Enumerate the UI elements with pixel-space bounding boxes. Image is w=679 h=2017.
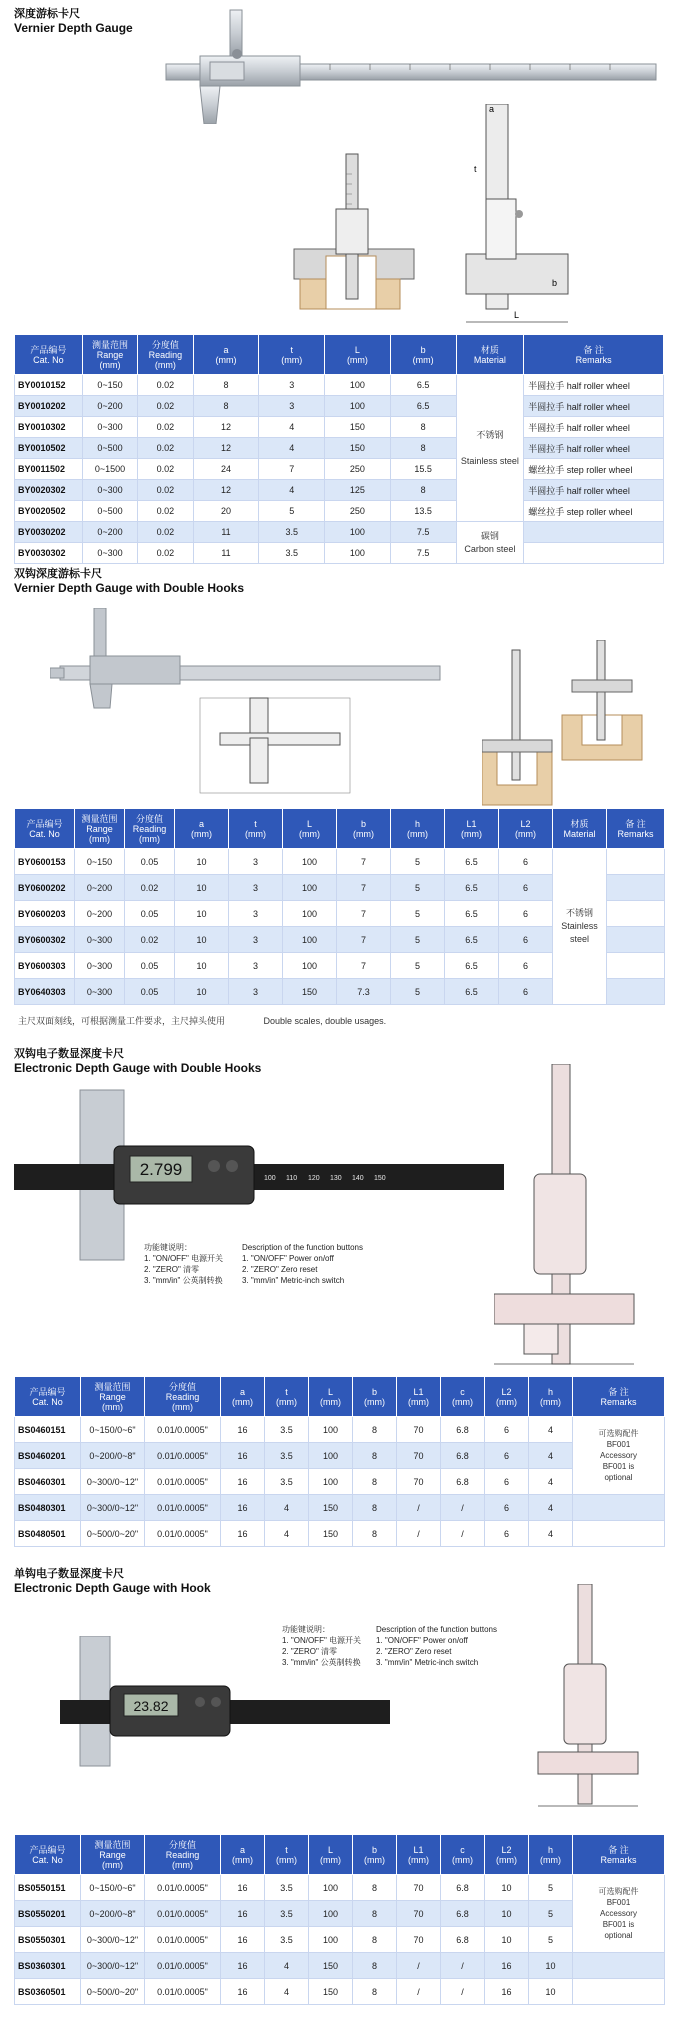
- svg-text:140: 140: [352, 1175, 364, 1182]
- table-row: BS0480301 0~300/0~12" 0.01/0.0005" 16 4 150 8 / / 6 4: [15, 1495, 665, 1521]
- table-row: BY0011502 0~1500 0.02 24 7 250 15.5 螺丝拉手 step roller wheel: [15, 459, 664, 480]
- section2-title-cn: 双钩深度游标卡尺: [14, 567, 102, 580]
- table1-header-remarks: 备 注 Remarks: [524, 335, 664, 375]
- table3-remark: 可选购配件 BF001 Accessory BF001 is optional: [573, 1417, 665, 1495]
- table-row: BS0460301 0~300/0~12" 0.01/0.0005" 16 3.5 100 8 70 6.8 6 4: [15, 1469, 665, 1495]
- svg-text:150: 150: [374, 1175, 386, 1182]
- table1-header-b: b (mm): [390, 335, 456, 375]
- note-cn: 主尺双面刻线，可根据测量工件要求，主尺掉头使用: [18, 1016, 226, 1026]
- double-usage-note: [18, 1014, 422, 1027]
- table1-header-material: 材质 Material: [456, 335, 524, 375]
- electronic-single-hook-drawing: [534, 1584, 644, 1814]
- function-buttons-cn: 功能键说明： 1. "ON/OFF" 电源开关 2. "ZERO" 清零 3. "mm/in" 公英制转换: [144, 1243, 224, 1285]
- table1-header-a: a (mm): [193, 335, 259, 375]
- table2-material: 不锈钢 Stainless steel: [553, 849, 607, 1005]
- table-row: BS0550151 0~150/0~6" 0.01/0.0005" 16 3.5 100 8 70 6.8 10 5 可选购配件 BF001 Accessory BF001 is optional: [15, 1875, 665, 1901]
- table1-material-carbon: 碳钢 Carbon steel: [456, 522, 524, 564]
- electronic-single-hook-table: [14, 1834, 665, 2005]
- table-row: BY0020302 0~300 0.02 12 4 125 8 半圆拉手 half roller wheel: [15, 480, 664, 501]
- table4-remark: 可选购配件 BF001 Accessory BF001 is optional: [573, 1875, 665, 1953]
- table1-header-reading: 分度值 Reading (mm): [138, 335, 193, 375]
- table-row: BY0030202 0~200 0.02 11 3.5 100 7.5 碳钢 Carbon steel: [15, 522, 664, 543]
- table3-header-row: 产品编号 Cat. No 测量范围 Range (mm) 分度值 Reading (mm) a (mm) t (mm) L (mm) b (mm) L1 (mm) c (mm) L2 (mm) h (mm) 备 注 Remarks: [15, 1377, 665, 1417]
- section4-title: [14, 1566, 211, 1596]
- svg-text:110: 110: [286, 1175, 298, 1182]
- section4-title-en: Electronic Depth Gauge with Hook: [14, 1581, 211, 1595]
- table1-header-row: [15, 335, 664, 375]
- table-row: BY0010202 0~200 0.02 8 3 100 6.5 半圆拉手 half roller wheel: [15, 396, 664, 417]
- table-row: BY0600303 0~300 0.05 10 3 100 7 5 6.5 6: [15, 953, 665, 979]
- drawing-label-a: a: [489, 104, 495, 114]
- section2-title: [14, 566, 244, 596]
- table-row: BS0360301 0~300/0~12" 0.01/0.0005" 16 4 150 8 / / 16 10: [15, 1953, 665, 1979]
- section3-title-cn: 双钩电子数显深度卡尺: [14, 1047, 124, 1060]
- drawing-label-b: b: [552, 278, 558, 288]
- double-hook-gauge-drawing-right: [482, 640, 662, 810]
- function-buttons-en: Description of the function buttons 1. "ON/OFF" Power on/off 2. "ZERO" Zero reset 3. "mm/in" Metric-inch switch: [376, 1625, 497, 1667]
- table-row: BS0550301 0~300/0~12" 0.01/0.0005" 16 3.5 100 8 70 6.8 10 5: [15, 1927, 665, 1953]
- vernier-depth-gauge-table: [14, 334, 664, 564]
- section3-title: [14, 1046, 261, 1076]
- svg-text:100: 100: [264, 1175, 276, 1182]
- table1-material-stainless: 不锈钢 Stainless steel: [456, 375, 524, 522]
- section1-title-cn: 深度游标卡尺: [14, 7, 80, 20]
- table-row: BS0550201 0~200/0~8" 0.01/0.0005" 16 3.5 100 8 70 6.8 10 5: [15, 1901, 665, 1927]
- double-hook-gauge-table: [14, 808, 665, 1005]
- table-row: BY0600203 0~200 0.05 10 3 100 7 5 6.5 6: [15, 901, 665, 927]
- function-buttons-en: Description of the function buttons 1. "ON/OFF" Power on/off 2. "ZERO" Zero reset 3. "mm/in" Metric-inch switch: [242, 1243, 363, 1285]
- lcd-reading: 23.82: [133, 1698, 169, 1714]
- function-buttons-cn: 功能键说明： 1. "ON/OFF" 电源开关 2. "ZERO" 清零 3. "mm/in" 公英制转换: [282, 1625, 362, 1667]
- section1-title-en: Vernier Depth Gauge: [14, 21, 133, 35]
- section3-title-en: Electronic Depth Gauge with Double Hooks: [14, 1061, 262, 1075]
- table1-header-t: t (mm): [259, 335, 325, 375]
- table-row: BY0010502 0~500 0.02 12 4 150 8 半圆拉手 half roller wheel: [15, 438, 664, 459]
- lcd-reading: 2.799: [139, 1160, 183, 1179]
- electronic-double-hook-table: [14, 1376, 665, 1547]
- table-row: BY0010152 0~150 0.02 8 3 100 6.5 不锈钢 Stainless steel 半圆拉手 half roller wheel: [15, 375, 664, 396]
- note-en: Double scales, double usages.: [263, 1016, 387, 1026]
- section2-title-en: Vernier Depth Gauge with Double Hooks: [14, 581, 245, 595]
- svg-text:120: 120: [308, 1175, 320, 1182]
- table-row: BY0030302 0~300 0.02 11 3.5 100 7.5: [15, 543, 664, 564]
- table2-header-row: 产品编号 Cat. No 测量范围 Range (mm) 分度值 Reading (mm) a (mm) t (mm) L (mm) b (mm) h (mm) L1 (mm) L2 (mm) 材质 Material 备 注 Remarks: [15, 809, 665, 849]
- table1-header-l: L (mm): [325, 335, 391, 375]
- table-row: BS0460151 0~150/0~6" 0.01/0.0005" 16 3.5 100 8 70 6.8 6 4 可选购配件 BF001 Accessory BF001 is optional: [15, 1417, 665, 1443]
- table1-header-range: 测量范围 Range (mm): [82, 335, 137, 375]
- table-row: BY0020502 0~500 0.02 20 5 250 13.5 螺丝拉手 step roller wheel: [15, 501, 664, 522]
- table1-header-cat: 产品编号 Cat. No: [15, 335, 83, 375]
- electronic-double-hook-drawing: [494, 1064, 654, 1374]
- table-row: BY0600153 0~150 0.05 10 3 100 7 5 6.5 6 不锈钢 Stainless steel: [15, 849, 665, 875]
- double-hook-gauge-photo-and-drawing: [50, 608, 445, 798]
- table-row: BS0460201 0~200/0~8" 0.01/0.0005" 16 3.5 100 8 70 6.8 6 4: [15, 1443, 665, 1469]
- drawing-label-t: t: [474, 164, 477, 174]
- table-row: BY0010302 0~300 0.02 12 4 150 8 半圆拉手 half roller wheel: [15, 417, 664, 438]
- section4-title-cn: 单钩电子数显深度卡尺: [14, 1567, 124, 1580]
- table4-header-row: 产品编号 Cat. No 测量范围 Range (mm) 分度值 Reading (mm) a (mm) t (mm) L (mm) b (mm) L1 (mm) c (mm) L2 (mm) h (mm) 备 注 Remarks: [15, 1835, 665, 1875]
- svg-text:130: 130: [330, 1175, 342, 1182]
- table-row: BY0600302 0~300 0.02 10 3 100 7 5 6.5 6: [15, 927, 665, 953]
- table-row: BY0640303 0~300 0.05 10 3 150 7.3 5 6.5 6: [15, 979, 665, 1005]
- table-row: BS0360501 0~500/0~20" 0.01/0.0005" 16 4 150 8 / / 16 10: [15, 1979, 665, 2005]
- table-row: BS0480501 0~500/0~20" 0.01/0.0005" 16 4 150 8 / / 6 4: [15, 1521, 665, 1547]
- vernier-depth-gauge-drawing: [286, 104, 664, 329]
- drawing-label-l: L: [514, 310, 520, 320]
- table-row: BY0600202 0~200 0.02 10 3 100 7 5 6.5 6: [15, 875, 665, 901]
- section1-title: [14, 6, 133, 36]
